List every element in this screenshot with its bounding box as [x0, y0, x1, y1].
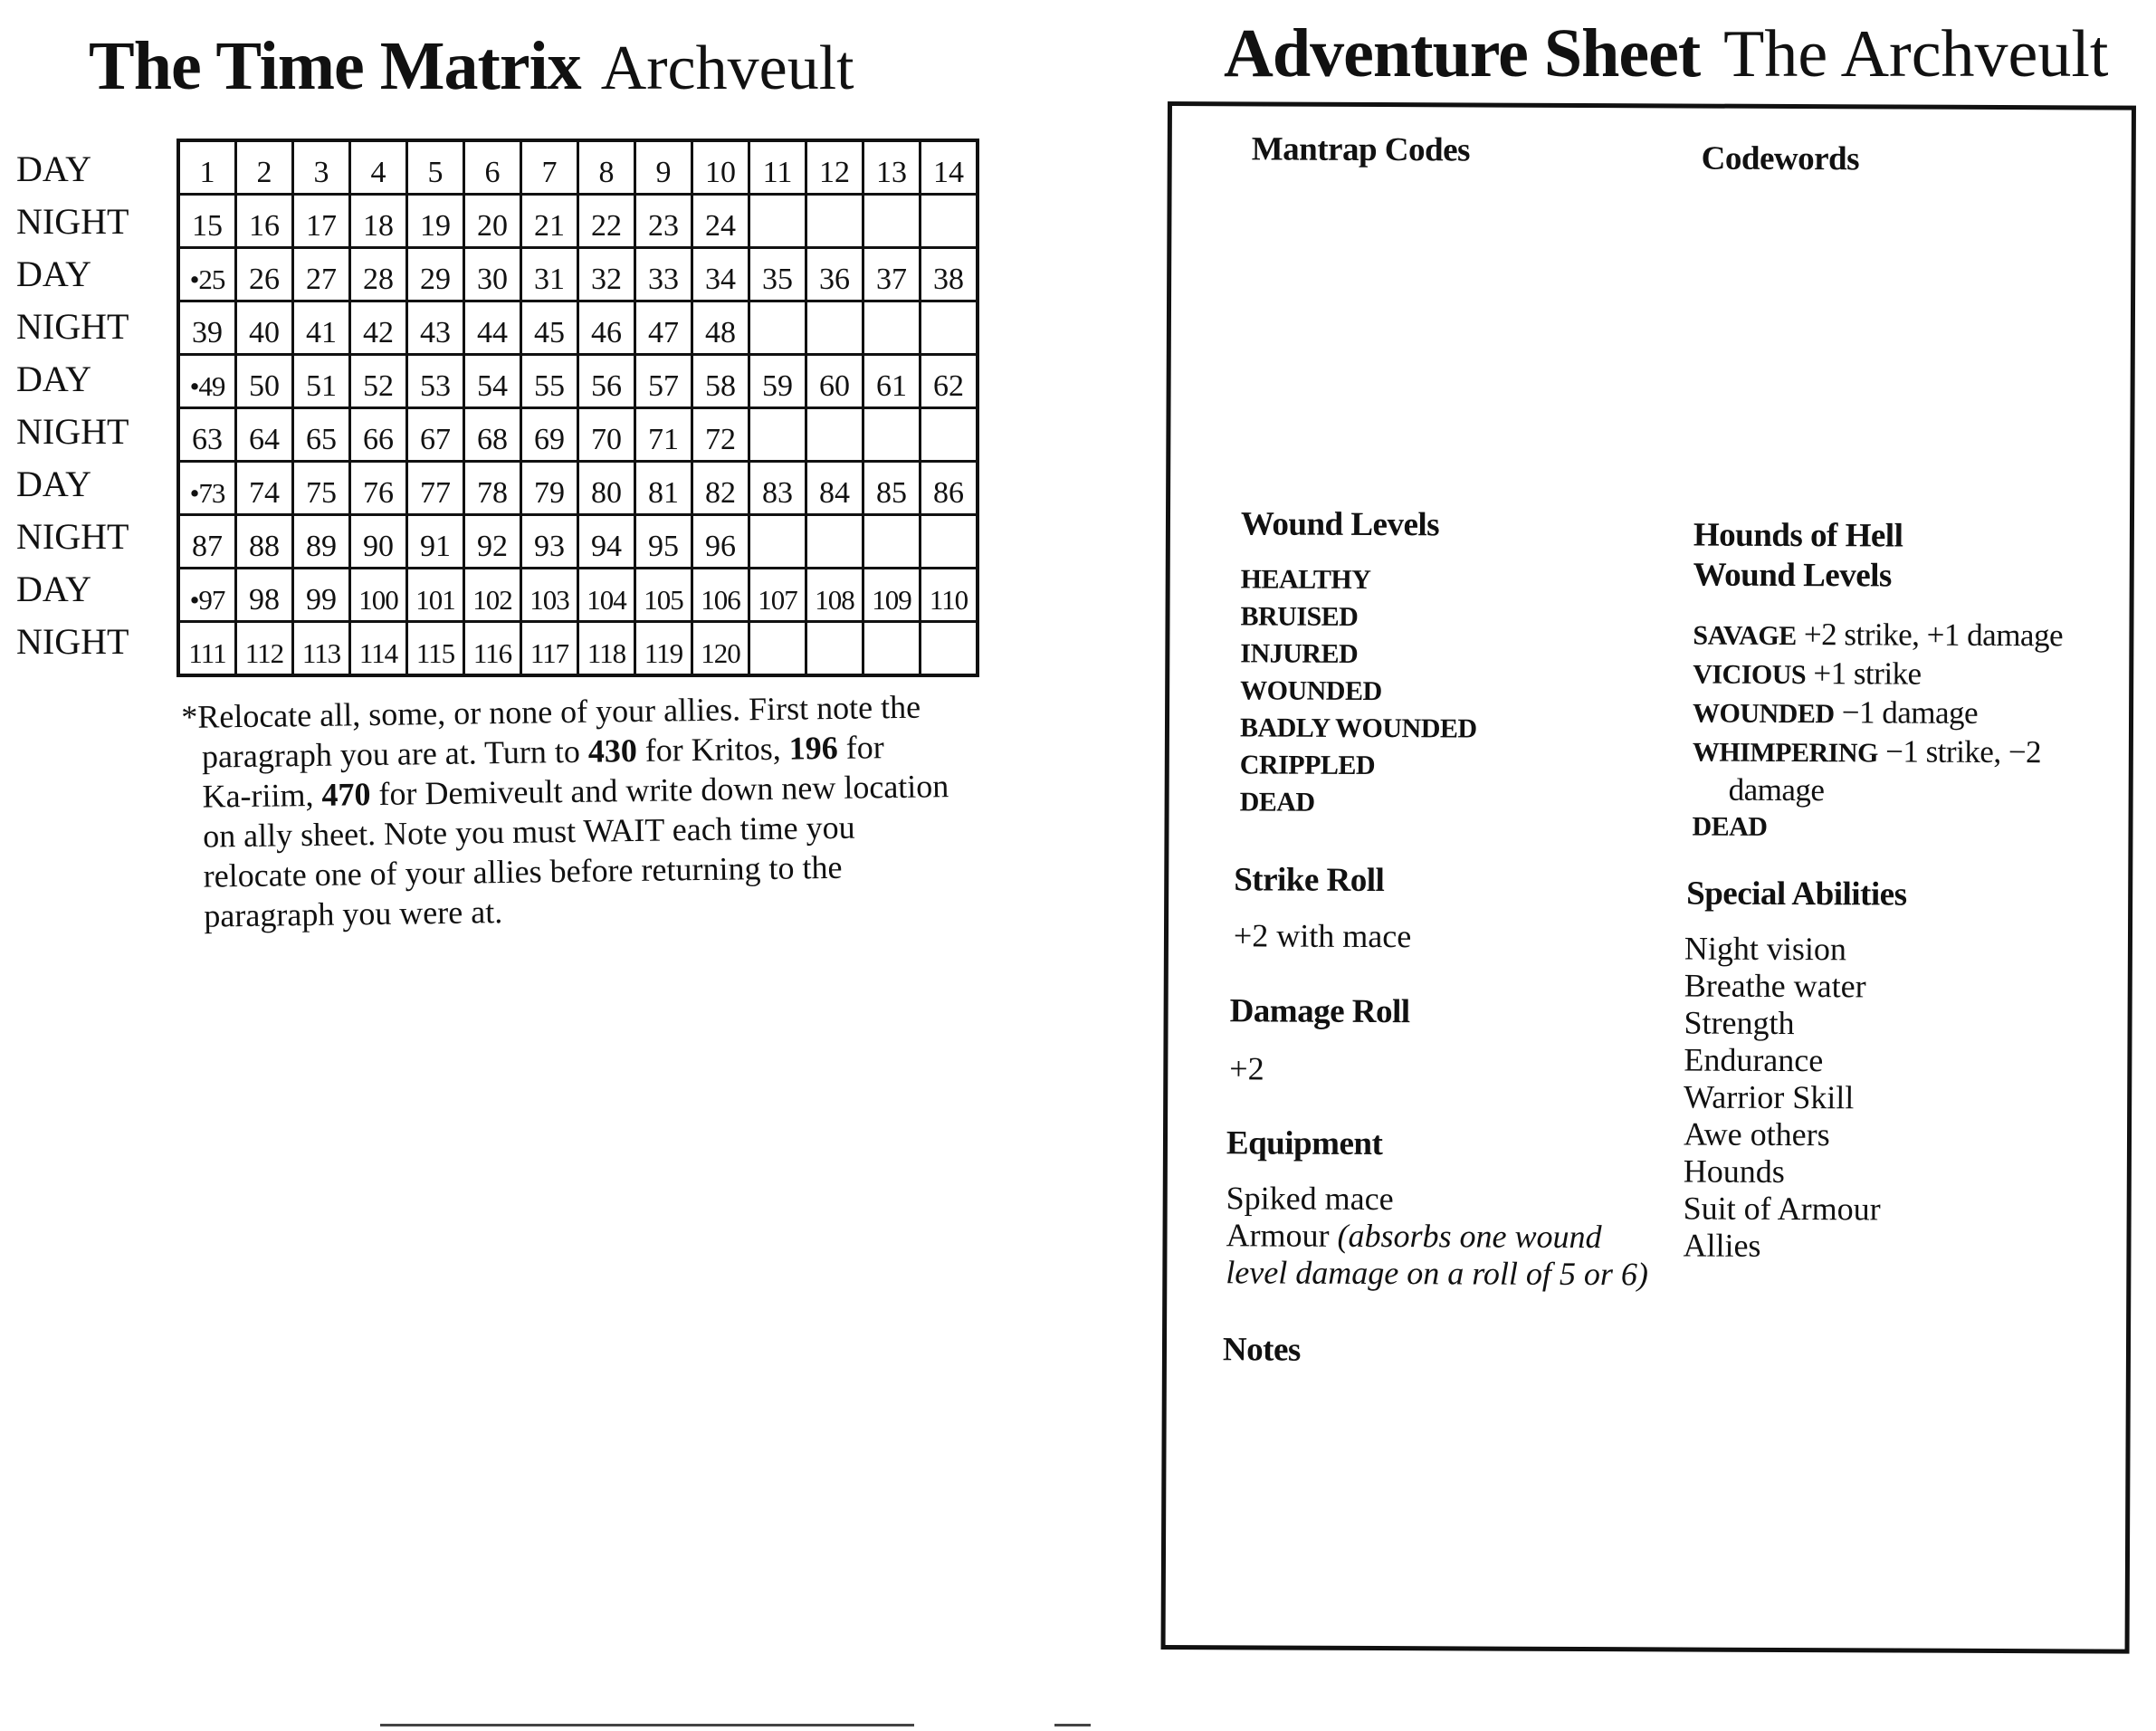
time-cell: 2 [236, 140, 293, 195]
time-row-8 [178, 515, 978, 569]
time-cell: 38 [921, 248, 978, 301]
row-label-day: DAY [16, 464, 91, 504]
time-cell: 68 [464, 408, 521, 462]
hounds-heading [1693, 516, 1903, 597]
time-cell: 108 [806, 569, 863, 622]
hounds-heading-line-2: Wound Levels [1693, 556, 1892, 595]
time-cell: 42 [350, 301, 407, 355]
hounds-level-name: WHIMPERING [1692, 737, 1878, 769]
time-cell [863, 408, 921, 462]
time-cell: 53 [407, 355, 464, 408]
wound-level-item: INJURED [1240, 638, 1359, 669]
special-ability-item: Strength [1684, 1004, 1795, 1042]
wound-level-item: CRIPPLED [1239, 750, 1376, 781]
adventure-sheet-title-main: Adventure Sheet [1224, 15, 1701, 91]
time-matrix-title [89, 27, 854, 106]
footer-rule-left [380, 1724, 914, 1726]
notes-heading: Notes [1222, 1331, 1301, 1369]
time-row-6 [178, 408, 978, 462]
time-cell: 46 [578, 301, 635, 355]
time-cell: 98 [236, 569, 293, 622]
relocate-allies-note [181, 686, 981, 936]
time-cell: 82 [692, 462, 749, 515]
time-cell: 64 [236, 408, 293, 462]
time-cell: 76 [350, 462, 407, 515]
time-cell: 83 [749, 462, 806, 515]
time-cell: 85 [863, 462, 921, 515]
hounds-level-modifier: +2 strike, +1 damage [1796, 617, 2064, 654]
time-cell: 58 [692, 355, 749, 408]
time-cell [921, 408, 978, 462]
time-cell: 19 [407, 195, 464, 248]
time-cell: 18 [350, 195, 407, 248]
time-cell [749, 301, 806, 355]
time-cell [863, 515, 921, 569]
hounds-wound-level-item [1693, 693, 2063, 734]
time-cell: 47 [635, 301, 692, 355]
time-row-10 [178, 622, 978, 676]
row-label-night: NIGHT [16, 411, 129, 452]
mantrap-codes-heading: Mantrap Codes [1251, 130, 1471, 169]
time-cell: 5 [407, 140, 464, 195]
time-cell: 15 [178, 195, 236, 248]
note-line-2: paragraph you are at. Turn to 430 for Kritos, 196 for [201, 729, 885, 775]
row-label-day: DAY [16, 569, 91, 609]
time-cell: 78 [464, 462, 521, 515]
time-cell: 1 [178, 140, 236, 195]
time-cell: 3 [293, 140, 350, 195]
time-cell: •73 [178, 462, 236, 515]
time-cell: 21 [521, 195, 578, 248]
time-cell: 31 [521, 248, 578, 301]
time-cell: 29 [407, 248, 464, 301]
time-cell: •49 [178, 355, 236, 408]
time-cell [806, 301, 863, 355]
time-cell: 114 [350, 622, 407, 676]
note-line-6: paragraph you were at. [204, 894, 503, 934]
note-line-4: on ally sheet. Note you must WAIT each time you [202, 808, 855, 855]
time-cell: 104 [578, 569, 635, 622]
damage-roll-heading: Damage Roll [1229, 992, 1410, 1031]
time-cell: 10 [692, 140, 749, 195]
hounds-level-modifier: −1 strike, −2 [1877, 733, 2042, 770]
time-cell: 48 [692, 301, 749, 355]
time-cell: 54 [464, 355, 521, 408]
time-cell: 65 [293, 408, 350, 462]
time-cell: 66 [350, 408, 407, 462]
time-cell: 61 [863, 355, 921, 408]
time-cell: 67 [407, 408, 464, 462]
time-cell: 13 [863, 140, 921, 195]
time-cell: 80 [578, 462, 635, 515]
time-cell: 113 [293, 622, 350, 676]
time-row-2 [178, 195, 978, 248]
time-row-3 [178, 248, 978, 301]
footer-rule-right [1054, 1724, 1091, 1726]
time-cell: 60 [806, 355, 863, 408]
time-cell: 56 [578, 355, 635, 408]
adventure-sheet-box [1161, 101, 2136, 1654]
time-cell: 110 [921, 569, 978, 622]
time-cell [921, 515, 978, 569]
time-cell: 36 [806, 248, 863, 301]
time-cell: 27 [293, 248, 350, 301]
time-cell: 35 [749, 248, 806, 301]
time-cell: 88 [236, 515, 293, 569]
wound-levels-list [1240, 560, 1478, 821]
time-cell: 84 [806, 462, 863, 515]
time-cell [863, 622, 921, 676]
time-cell: 74 [236, 462, 293, 515]
special-ability-item: Hounds [1683, 1152, 1785, 1190]
strike-roll-value: +2 with mace [1233, 917, 1412, 955]
hounds-wound-level-item [1693, 732, 2063, 773]
time-cell: 90 [350, 515, 407, 569]
time-matrix-subtitle: Archveult [600, 33, 854, 103]
time-cell [749, 515, 806, 569]
time-cell: 107 [749, 569, 806, 622]
time-cell: 50 [236, 355, 293, 408]
time-cell: 115 [407, 622, 464, 676]
paragraph-430: 430 [587, 732, 638, 770]
time-cell: 92 [464, 515, 521, 569]
strike-roll-heading: Strike Roll [1234, 861, 1385, 900]
special-ability-item: Allies [1683, 1227, 1761, 1264]
time-cell: 120 [692, 622, 749, 676]
row-label-night: NIGHT [16, 306, 129, 347]
special-ability-item: Night vision [1684, 930, 1847, 968]
time-cell: 106 [692, 569, 749, 622]
time-cell: 111 [178, 622, 236, 676]
time-cell [749, 195, 806, 248]
time-cell: 34 [692, 248, 749, 301]
time-row-7 [178, 462, 978, 515]
time-cell [921, 301, 978, 355]
special-abilities-list [1683, 931, 1882, 1266]
time-cell: 26 [236, 248, 293, 301]
time-cell: 75 [293, 462, 350, 515]
time-cell: 51 [293, 355, 350, 408]
hounds-level-name: WOUNDED [1692, 698, 1835, 730]
hounds-modifier-continued: damage [1728, 771, 1825, 808]
time-cell: 23 [635, 195, 692, 248]
time-cell: 22 [578, 195, 635, 248]
time-cell: 89 [293, 515, 350, 569]
time-cell: 16 [236, 195, 293, 248]
time-cell: 11 [749, 140, 806, 195]
note-line-3: Ka-riim, 470 for Demiveult and write down new location [202, 768, 949, 815]
time-cell [806, 408, 863, 462]
row-label-night: NIGHT [16, 201, 129, 242]
time-cell: 93 [521, 515, 578, 569]
row-label-day: DAY [16, 359, 91, 399]
special-ability-item: Breathe water [1684, 967, 1866, 1005]
time-cell: 59 [749, 355, 806, 408]
time-cell: 86 [921, 462, 978, 515]
time-cell [863, 301, 921, 355]
row-label-day: DAY [16, 253, 91, 294]
time-cell: 30 [464, 248, 521, 301]
time-cell: 101 [407, 569, 464, 622]
time-cell: 14 [921, 140, 978, 195]
time-cell: 117 [521, 622, 578, 676]
time-cell: 28 [350, 248, 407, 301]
time-cell: 116 [464, 622, 521, 676]
time-cell: 37 [863, 248, 921, 301]
equipment-list [1226, 1180, 1648, 1293]
time-cell: 55 [521, 355, 578, 408]
special-ability-item: Awe others [1683, 1115, 1830, 1153]
note-line-5: relocate one of your allies before returning to the [203, 848, 843, 894]
time-cell: 109 [863, 569, 921, 622]
time-cell: 105 [635, 569, 692, 622]
time-cell: 41 [293, 301, 350, 355]
time-cell: 57 [635, 355, 692, 408]
time-row-5 [178, 355, 978, 408]
time-cell: 44 [464, 301, 521, 355]
time-cell: 95 [635, 515, 692, 569]
time-cell: 12 [806, 140, 863, 195]
time-cell [806, 622, 863, 676]
time-cell: 100 [350, 569, 407, 622]
time-cell: 7 [521, 140, 578, 195]
time-cell: 33 [635, 248, 692, 301]
wound-level-item: HEALTHY [1240, 564, 1371, 595]
time-cell: 99 [293, 569, 350, 622]
time-cell [863, 195, 921, 248]
equipment-heading: Equipment [1226, 1124, 1383, 1163]
hounds-level-modifier: +1 strike [1806, 655, 1922, 692]
time-cell [749, 622, 806, 676]
time-cell: 63 [178, 408, 236, 462]
row-label-night: NIGHT [16, 621, 129, 662]
time-cell: 52 [350, 355, 407, 408]
time-cell: 70 [578, 408, 635, 462]
time-cell: 77 [407, 462, 464, 515]
time-cell [921, 622, 978, 676]
time-cell: 4 [350, 140, 407, 195]
time-cell: 72 [692, 408, 749, 462]
hounds-level-name: SAVAGE [1693, 620, 1797, 652]
time-row-9 [178, 569, 978, 622]
time-cell: 79 [521, 462, 578, 515]
wound-level-item: BRUISED [1240, 601, 1359, 632]
hounds-wound-level-item: DEAD [1692, 811, 1768, 842]
time-cell [806, 515, 863, 569]
time-cell: 24 [692, 195, 749, 248]
paragraph-470: 470 [321, 776, 371, 813]
hounds-wound-levels-list [1692, 616, 2063, 847]
time-cell: 8 [578, 140, 635, 195]
equipment-armour-note: level damage on a roll of 5 or 6) [1226, 1254, 1649, 1293]
special-ability-item: Suit of Armour [1683, 1190, 1881, 1228]
time-cell: 45 [521, 301, 578, 355]
time-matrix-grid [176, 139, 979, 677]
hounds-wound-level-item [1693, 655, 2063, 695]
hounds-level-modifier: −1 damage [1834, 694, 1979, 731]
time-cell: 43 [407, 301, 464, 355]
wound-level-item: DEAD [1239, 787, 1315, 818]
time-cell: 96 [692, 515, 749, 569]
time-cell: 6 [464, 140, 521, 195]
special-abilities-heading: Special Abilities [1686, 875, 1907, 913]
wound-levels-heading: Wound Levels [1240, 505, 1440, 544]
time-cell: 17 [293, 195, 350, 248]
time-cell: 71 [635, 408, 692, 462]
special-ability-item: Endurance [1684, 1041, 1824, 1079]
time-cell [921, 195, 978, 248]
wound-level-item: BADLY WOUNDED [1239, 712, 1477, 744]
equipment-item-spiked-mace: Spiked mace [1226, 1180, 1394, 1218]
time-row-1 [178, 140, 978, 195]
time-cell: 91 [407, 515, 464, 569]
wound-level-item: WOUNDED [1240, 675, 1382, 707]
adventure-sheet-title [1224, 14, 2109, 93]
time-cell: 87 [178, 515, 236, 569]
time-cell: 119 [635, 622, 692, 676]
time-cell: 32 [578, 248, 635, 301]
time-cell: •25 [178, 248, 236, 301]
time-cell: 81 [635, 462, 692, 515]
time-row-4 [178, 301, 978, 355]
time-cell: 69 [521, 408, 578, 462]
time-cell: 94 [578, 515, 635, 569]
time-cell: 9 [635, 140, 692, 195]
time-cell [749, 408, 806, 462]
equipment-item-armour: Armour (absorbs one wound [1226, 1217, 1602, 1256]
time-cell: 40 [236, 301, 293, 355]
time-cell: 112 [236, 622, 293, 676]
time-cell: 20 [464, 195, 521, 248]
note-line-1: *Relocate all, some, or none of your allies. First note the [181, 688, 921, 735]
special-ability-item: Warrior Skill [1684, 1078, 1855, 1116]
row-label-night: NIGHT [16, 516, 129, 557]
damage-roll-value: +2 [1229, 1050, 1264, 1087]
time-cell: 118 [578, 622, 635, 676]
row-label-day: DAY [16, 148, 91, 189]
hounds-heading-line-1: Hounds of Hell [1693, 516, 1903, 555]
time-cell: 62 [921, 355, 978, 408]
time-cell: •97 [178, 569, 236, 622]
paragraph-196: 196 [788, 729, 839, 767]
time-cell: 103 [521, 569, 578, 622]
time-cell: 39 [178, 301, 236, 355]
time-cell [806, 195, 863, 248]
codewords-heading: Codewords [1701, 139, 1860, 178]
hounds-wound-level-item [1693, 616, 2063, 656]
hounds-level-name: VICIOUS [1693, 659, 1807, 691]
time-cell: 102 [464, 569, 521, 622]
adventure-sheet-subtitle: The Archveult [1723, 17, 2109, 91]
time-matrix-title-main: The Time Matrix [89, 28, 581, 104]
